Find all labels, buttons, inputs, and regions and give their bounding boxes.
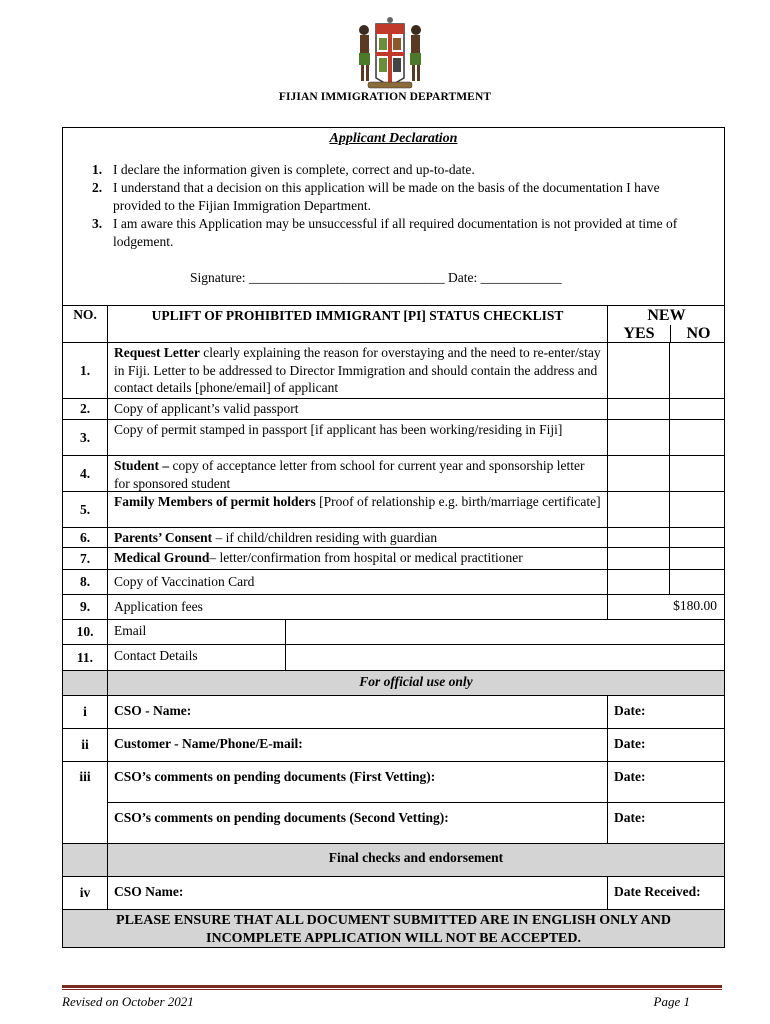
revision-date: Revised on October 2021 — [62, 994, 194, 1009]
table-row — [63, 569, 724, 594]
row-number: 5. — [63, 492, 108, 527]
department-name: FIJIAN IMMIGRATION DEPARTMENT — [278, 91, 492, 103]
official-use-title: For official use only — [359, 674, 473, 689]
declaration-list — [85, 161, 710, 251]
fees-amount: $180.00 — [607, 595, 724, 619]
row-description: Medical Ground– letter/confirmation from hospital or medical practitioner — [114, 550, 523, 565]
date-label: Date: — [607, 729, 724, 761]
yes-checkbox[interactable] — [607, 570, 669, 594]
row-number: iv — [63, 877, 108, 909]
no-checkbox[interactable] — [669, 570, 724, 594]
yes-checkbox[interactable] — [607, 456, 669, 491]
fees-row — [63, 594, 724, 619]
email-label: Email — [108, 620, 286, 644]
fees-label: Application fees — [114, 599, 203, 614]
col-yes-header: YES — [623, 325, 655, 342]
final-checks-header — [63, 843, 724, 876]
official-use-header — [63, 670, 724, 695]
no-checkbox[interactable] — [669, 399, 724, 419]
row-description: Student – copy of acceptance letter from school for current year and sponsorship letter for sponsored student — [114, 458, 585, 491]
row-number: 11. — [63, 645, 108, 670]
declaration-item: 3. I am aware this Application may be unsuccessful if all required documentation is not provided at time of lodgement. — [92, 216, 678, 249]
row-description: Request Letter clearly explaining the reason for overstaying and the need to re-enter/stay in Fiji. Letter to be addressed to Director Immigration and should contain the address and contact details [phone/email] of applicant — [114, 345, 601, 395]
footer-divider — [62, 989, 722, 990]
no-checkbox[interactable] — [669, 343, 724, 398]
row-number: 10. — [63, 620, 108, 644]
row-number: 1. — [63, 343, 108, 398]
row-number: 2. — [63, 399, 108, 419]
footer-divider — [62, 985, 722, 988]
email-input[interactable] — [286, 620, 724, 644]
fiji-coat-of-arms-icon — [354, 16, 426, 90]
row-description: Parents’ Consent – if child/children residing with guardian — [114, 530, 438, 545]
contact-label: Contact Details — [108, 645, 286, 670]
yes-checkbox[interactable] — [607, 492, 669, 527]
row-description: Copy of applicant’s valid passport — [114, 401, 299, 416]
row-number: 8. — [63, 570, 108, 594]
row-number: 9. — [63, 595, 108, 619]
row-number: iii — [63, 762, 108, 843]
applicant-declaration — [62, 127, 725, 305]
col-no2-header: NO — [670, 325, 726, 342]
second-vetting-label: CSO’s comments on pending documents (Second Vetting): — [114, 810, 449, 825]
table-row — [63, 527, 724, 547]
date-received-label: Date Received: — [607, 877, 724, 909]
row-number — [63, 844, 108, 876]
cso-name-label: CSO - Name: — [114, 703, 192, 718]
yes-checkbox[interactable] — [607, 420, 669, 455]
table-row — [63, 547, 724, 569]
declaration-item: 1. I declare the information given is complete, correct and up-to-date. — [92, 162, 475, 177]
row-number: ii — [63, 729, 108, 761]
final-checks-title: Final checks and endorsement — [328, 850, 504, 865]
col-no-header: NO. — [63, 306, 108, 342]
email-row — [63, 619, 724, 644]
notice-row — [63, 909, 724, 947]
contact-row — [63, 644, 724, 670]
row-number — [63, 671, 108, 695]
row-number: 6. — [63, 528, 108, 547]
customer-label: Customer - Name/Phone/E-mail: — [114, 736, 303, 751]
table-row — [63, 398, 724, 419]
cso-name-label: CSO Name: — [114, 884, 184, 899]
declaration-title: Applicant Declaration — [329, 131, 458, 146]
final-row — [63, 876, 724, 909]
yes-checkbox[interactable] — [607, 343, 669, 398]
date-label: Date: — [607, 696, 724, 728]
date-label: Date: — [607, 762, 724, 803]
row-number: 7. — [63, 548, 108, 569]
table-row — [63, 455, 724, 491]
page-number: Page 1 — [653, 994, 690, 1009]
checklist-table — [62, 305, 725, 948]
official-row — [63, 761, 724, 843]
checklist-header-row — [63, 306, 724, 342]
row-description: Copy of Vaccination Card — [114, 574, 255, 589]
submission-notice: PLEASE ENSURE THAT ALL DOCUMENT SUBMITTED ARE IN ENGLISH ONLY AND INCOMPLETE APPLICATION WILL NOT BE ACCEPTED. — [116, 913, 671, 946]
declaration-item: 2. I understand that a decision on this application will be made on the basis of the documentation I have provided to the Fijian Immigration Department. — [92, 180, 660, 213]
col-new-header: NEW — [647, 307, 686, 324]
date-label: Date: — [607, 803, 724, 843]
yes-checkbox[interactable] — [607, 548, 669, 569]
first-vetting-label: CSO’s comments on pending documents (First Vetting): — [114, 769, 436, 784]
yes-checkbox[interactable] — [607, 399, 669, 419]
row-description: Copy of permit stamped in passport [if applicant has been working/residing in Fiji] — [114, 422, 563, 437]
row-number: 4. — [63, 456, 108, 491]
no-checkbox[interactable] — [669, 528, 724, 547]
no-checkbox[interactable] — [669, 420, 724, 455]
row-description: Family Members of permit holders [Proof of relationship e.g. birth/marriage certificate] — [114, 494, 601, 509]
no-checkbox[interactable] — [669, 492, 724, 527]
official-row — [63, 728, 724, 761]
contact-input[interactable] — [286, 645, 724, 670]
checklist-title: UPLIFT OF PROHIBITED IMMIGRANT [PI] STATUS CHECKLIST — [151, 308, 564, 323]
row-number: i — [63, 696, 108, 728]
table-row — [63, 491, 724, 527]
new-column-header — [607, 306, 725, 342]
row-number: 3. — [63, 420, 108, 455]
signature-date-line[interactable]: Signature: _____________________________ Date: ____________ — [190, 270, 562, 285]
no-checkbox[interactable] — [669, 548, 724, 569]
yes-checkbox[interactable] — [607, 528, 669, 547]
table-row — [63, 342, 724, 398]
official-row — [63, 695, 724, 728]
table-row — [63, 419, 724, 455]
no-checkbox[interactable] — [669, 456, 724, 491]
